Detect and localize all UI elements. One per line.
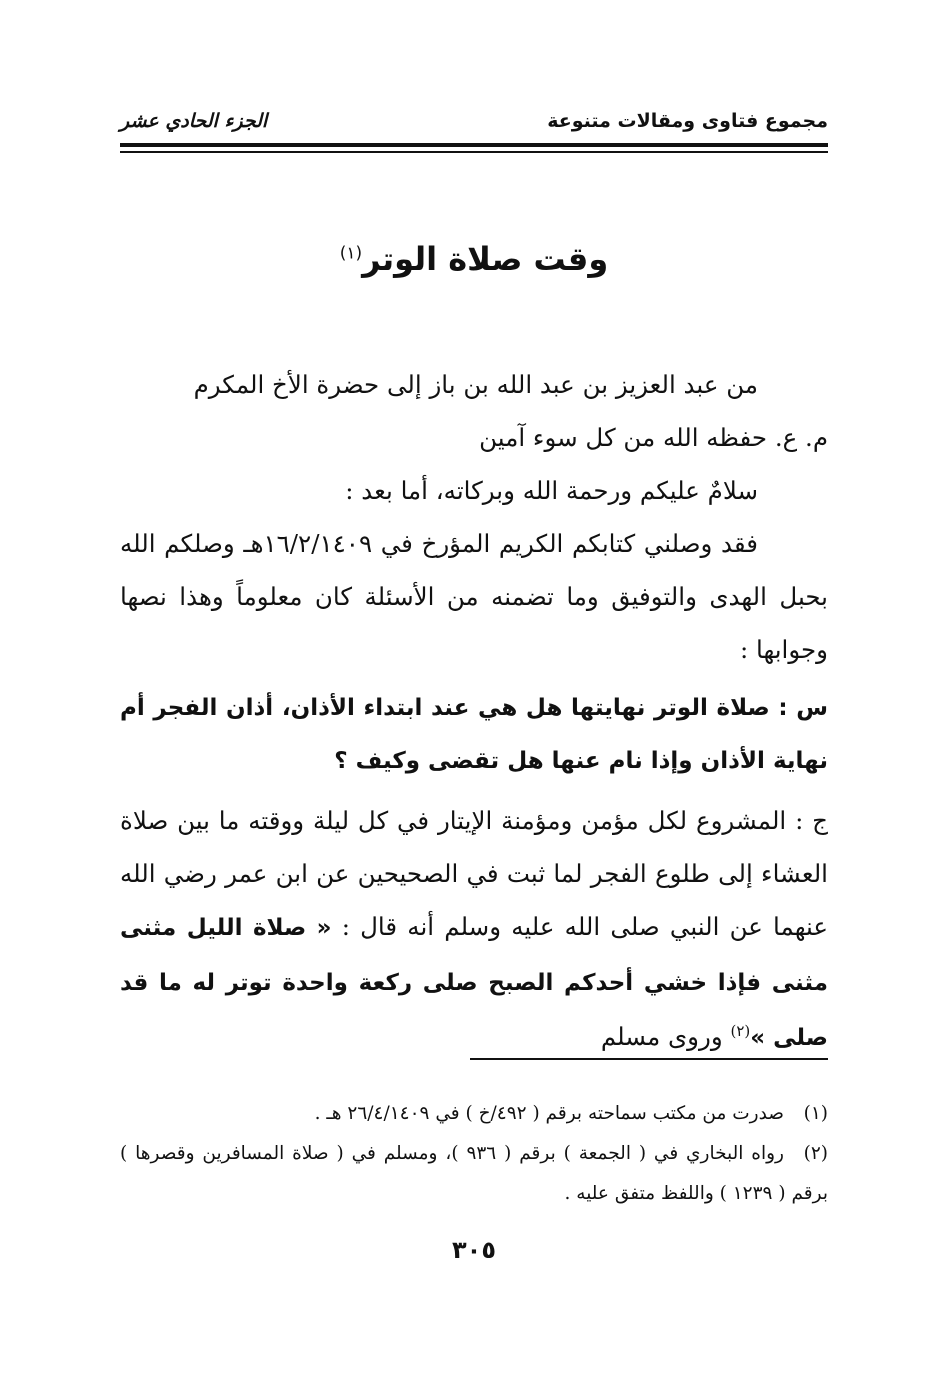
footnote <box>120 1094 828 1134</box>
volume-label: الجزء الحادي عشر <box>120 110 268 132</box>
footnote-text: رواه البخاري في ( الجمعة ) برقم ( ٩٣٦ )، ومسلم في ( صلاة المسافرين وقصرها ) برقم ( ١٢٣٩ ) واللفظ متفق عليه . <box>120 1143 828 1204</box>
address-line-1: من عبد العزيز بن عبد الله بن باز إلى حضرة الأخ المكرم <box>193 370 758 399</box>
article-title <box>120 240 828 278</box>
book-title: مجموع فتاوى ومقالات متنوعة <box>547 110 828 132</box>
header-rule-thick <box>120 143 828 147</box>
header-rule-thin <box>120 151 828 153</box>
footnote <box>120 1134 828 1214</box>
hadith-quote: « صلاة الليل مثنى مثنى فإذا خشي أحدكم الصبح صلى ركعة واحدة توتر له ما قد صلى » <box>120 915 828 1051</box>
hadith-footnote-ref: (٢) <box>730 1021 751 1040</box>
footnote-separator <box>470 1058 828 1060</box>
footnote-number: (١) <box>803 1103 828 1124</box>
intro-paragraph: فقد وصلني كتابكم الكريم المؤرخ في ١٦/٢/١٤٠٩هـ وصلكم الله بحبل الهدى والتوفيق وما تضمنه من الأسئلة كان معلوماً وهذا نصها وجوابها : <box>120 529 828 664</box>
article-body <box>120 358 828 1065</box>
article-title-text: وقت صلاة الوتر <box>362 240 609 278</box>
footnote-number: (٢) <box>803 1143 828 1164</box>
answer-text: ج : المشروع لكل مؤمن ومؤمنة الإيتار في كل ليلة ووقته ما بين صلاة العشاء إلى طلوع الفجر لما ثبت في الصحيحين عن ابن عمر رضي الله عنهما عن النبي صلى الله عليه وسلم أنه قال : <box>120 806 828 941</box>
answer-continuation: وروى مسلم <box>600 1022 723 1051</box>
answer-paragraph <box>120 794 828 1065</box>
footnote-text: صدرت من مكتب سماحته برقم ( ٤٩٢/خ ) في ٢٦/٤/١٤٠٩ هـ . <box>314 1103 784 1124</box>
footnotes <box>120 1094 828 1214</box>
address-line-2: م. ع. حفظه الله من كل سوء آمين <box>479 423 828 452</box>
title-footnote-ref: (١) <box>339 243 363 264</box>
greeting: سلامٌ عليكم ورحمة الله وبركاته، أما بعد : <box>345 476 758 505</box>
question-paragraph: س : صلاة الوتر نهايتها هل هي عند ابتداء الأذان، أذان الفجر أم نهاية الأذان وإذا نام عنها هل تقضى وكيف ؟ <box>120 695 828 774</box>
page-number: ٣٠٥ <box>452 1236 496 1264</box>
running-header <box>120 110 828 132</box>
